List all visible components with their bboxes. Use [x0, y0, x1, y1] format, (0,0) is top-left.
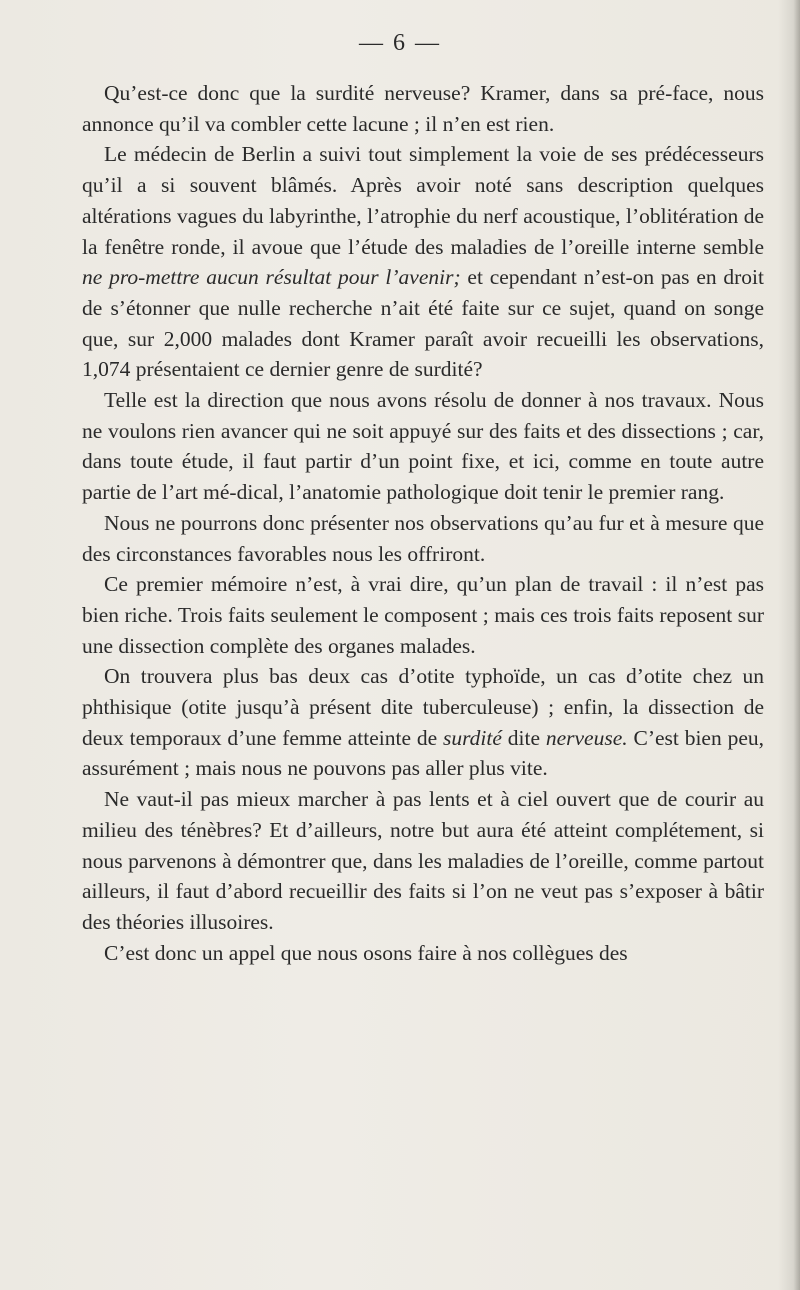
- text-run: Ne vaut-il pas mieux marcher à pas lents et à ciel ouvert que de courir au milieu des ténèbres? Et d’ailleurs, notre but aura été atteint complétement, si nous parvenons à démontrer que, dans les maladies de l’oreille, comme partout ailleurs, il faut d’abord recueillir des faits si l’on ne veut pas s’exposer à bâtir des théories illusoires.: [82, 787, 764, 934]
- page-number: — 6 —: [359, 30, 441, 56]
- text-run: Telle est la direction que nous avons résolu de donner à nos travaux. Nous ne voulons rien avancer qui ne soit appuyé sur des faits et des dissections ; car, dans toute étude, il faut partir d’un point fixe, et ici, comme en toute autre partie de l’art mé-dical, l’anatomie pathologique doit tenir le premier rang.: [82, 388, 764, 505]
- paragraph: [82, 784, 764, 938]
- italic-text-run: ne pro-mettre aucun résultat pour l’avenir;: [82, 265, 461, 290]
- paragraph: [82, 661, 764, 784]
- page-edge-shadow: [778, 0, 800, 1290]
- text-run: C’est donc un appel que nous osons faire à nos collègues des: [104, 940, 628, 965]
- body-text: [82, 78, 764, 968]
- text-run: Nous ne pourrons donc présenter nos observations qu’au fur et à mesure que des circonstances favorables nous les offriront.: [82, 510, 764, 566]
- text-run: Le médecin de Berlin a suivi tout simplement la voie de ses prédécesseurs qu’il a si souvent blâmés. Après avoir noté sans description quelques altérations vagues du labyrinthe, l’atrophie du nerf acoustique, l’oblitération de la fenêtre ronde, il avoue que l’étude des maladies de l’oreille interne semble: [82, 142, 764, 259]
- paragraph: [82, 139, 764, 385]
- italic-text-run: nerveuse.: [545, 725, 628, 750]
- paragraph: [82, 385, 764, 508]
- text-run: C’est bien peu, assurément ; mais nous ne pouvons pas aller plus vite.: [82, 725, 764, 781]
- paragraph: [82, 508, 764, 569]
- text-run: Qu’est-ce donc que la surdité nerveuse? Kramer, dans sa pré-face, nous annonce qu’il va combler cette lacune ; il n’en est rien.: [82, 81, 764, 136]
- text-run: et cependant n’est-on pas en droit de s’étonner que nulle recherche n’ait été faite sur ce sujet, quand on songe que, sur 2,000 malades dont Kramer paraît avoir recueilli les observations, 1,074 présentaient ce dernier genre de surdité?: [82, 265, 764, 382]
- paragraph: [82, 569, 764, 661]
- text-run: On trouvera plus bas deux cas d’otite typhoïde, un cas d’otite chez un phthisique (otite jusqu’à présent dite tuberculeuse) ; enfin, la dissection de deux temporaux d’une femme atteinte de: [82, 664, 764, 750]
- paragraph: [82, 78, 764, 139]
- text-run: Ce premier mémoire n’est, à vrai dire, qu’un plan de travail : il n’est pas bien riche. Trois faits seulement le composent ; mais ces trois faits reposent sur une dissection complète des organes malades.: [82, 572, 764, 658]
- text-run: dite: [501, 725, 546, 750]
- paragraph: [82, 938, 764, 969]
- italic-text-run: surdité: [443, 725, 502, 750]
